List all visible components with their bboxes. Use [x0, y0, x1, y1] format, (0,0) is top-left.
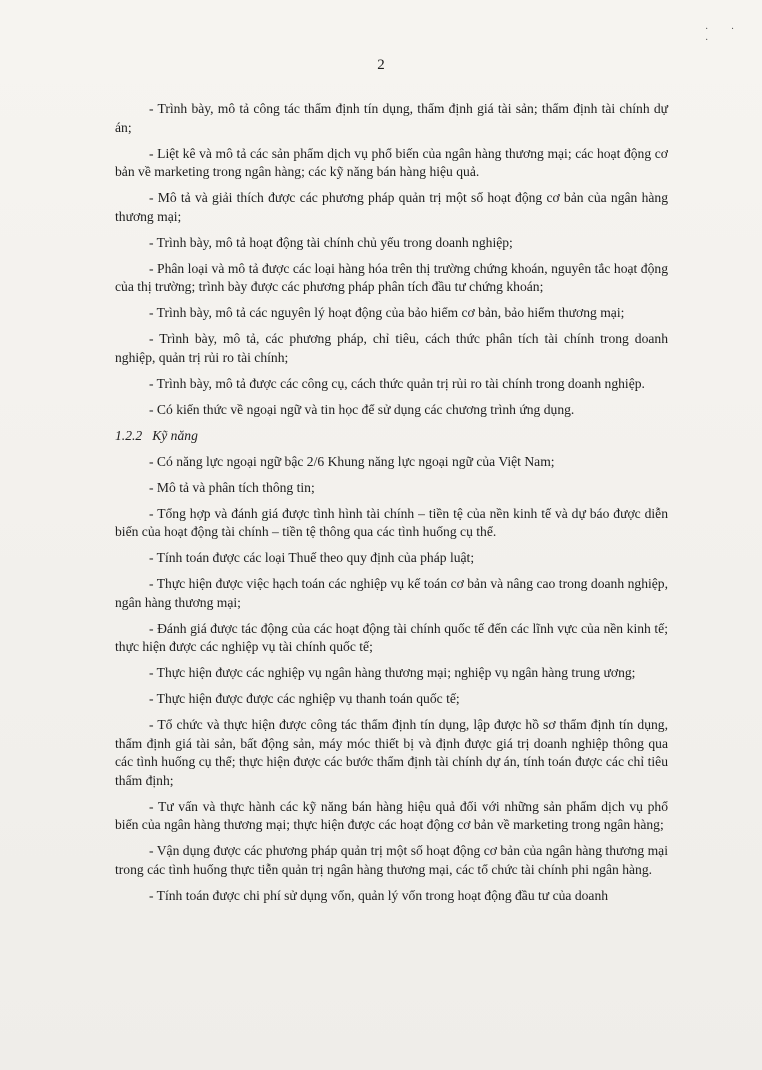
- paragraph: - Vận dụng được các phương pháp quản trị một số hoạt động cơ bản của ngân hàng thương mại trong các tình huống thực tiễn quản trị ngân hàng thương mại, các tổ chức tài chính phi ngân hàng.: [115, 843, 668, 877]
- paragraph: - Thực hiện được việc hạch toán các nghiệp vụ kế toán cơ bản và nâng cao trong doanh nghiệp, ngân hàng thương mại;: [115, 576, 668, 610]
- paragraph: - Trình bày, mô tả các nguyên lý hoạt động của bảo hiểm cơ bản, bảo hiểm thương mại;: [149, 305, 625, 320]
- paragraph: - Có năng lực ngoại ngữ bậc 2/6 Khung năng lực ngoại ngữ của Việt Nam;: [149, 453, 555, 469]
- paragraph: - Thực hiện được được các nghiệp vụ thanh toán quốc tế;: [149, 691, 460, 706]
- paragraph: - Tính toán được các loại Thuế theo quy định của pháp luật;: [149, 550, 475, 565]
- paragraph: - Liệt kê và mô tả các sản phẩm dịch vụ phổ biến của ngân hàng thương mại; các hoạt động cơ bản về marketing trong ngân hàng; các kỹ năng bán hàng hiệu quả.: [115, 145, 668, 179]
- paragraph: - Phân loại và mô tả được các loại hàng hóa trên thị trường chứng khoán, nguyên tắc hoạt động của thị trường; trình bày được các phương pháp phân tích đầu tư chứng khoán;: [115, 260, 668, 294]
- paragraph: - Tổ chức và thực hiện được công tác thẩm định tín dụng, lập được hồ sơ thẩm định tín dụng, thẩm định giá tài sản, bất động sản, máy móc thiết bị và định được giá trị doanh nghiệp thông qua các tình huống cụ thể; thực hiện được các bước thẩm định tài chính dự án, tính toán được các chỉ tiêu thẩm định;: [115, 717, 668, 788]
- page-content: [115, 100, 668, 913]
- paragraph: - Tính toán được chi phí sử dụng vốn, quản lý vốn trong hoạt động đầu tư của doanh: [149, 887, 609, 903]
- section-number: 1.2.2: [115, 427, 143, 443]
- section-heading: [115, 427, 668, 446]
- scan-specks: · · ·: [705, 24, 745, 46]
- paragraph: - Mô tả và giải thích được các phương pháp quản trị một số hoạt động cơ bản của ngân hàng thương mại;: [115, 190, 668, 224]
- paragraph: - Tư vấn và thực hành các kỹ năng bán hàng hiệu quả đối với những sản phẩm dịch vụ phổ biến của ngân hàng thương mại; thực hiện được các hoạt động cơ bản về marketing trong ngân hàng;: [115, 798, 668, 832]
- paragraph: - Trình bày, mô tả hoạt động tài chính chủ yếu trong doanh nghiệp;: [149, 234, 513, 250]
- paragraph: - Có kiến thức về ngoại ngữ và tin học để sử dụng các chương trình ứng dụng.: [149, 401, 575, 417]
- section-title: Kỹ năng: [152, 427, 198, 443]
- paragraph: - Mô tả và phân tích thông tin;: [149, 479, 315, 495]
- paragraph: - Trình bày, mô tả, các phương pháp, chỉ tiêu, cách thức phân tích tài chính trong doanh nghiệp, quản trị rủi ro tài chính;: [115, 331, 668, 365]
- paragraph: - Tổng hợp và đánh giá được tình hình tài chính – tiền tệ của nền kinh tế và dự báo được diễn biến của hoạt động tài chính – tiền tệ thông qua các tình huống cụ thể.: [115, 505, 668, 539]
- paragraph: - Trình bày, mô tả công tác thẩm định tín dụng, thẩm định giá tài sản; thẩm định tài chính dự án;: [115, 101, 668, 135]
- paragraph: - Thực hiện được các nghiệp vụ ngân hàng thương mại; nghiệp vụ ngân hàng trung ương;: [149, 665, 636, 680]
- page-number: 2: [377, 57, 385, 73]
- paragraph: - Đánh giá được tác động của các hoạt động tài chính quốc tế đến các lĩnh vực của nền kinh tế; thực hiện được các nghiệp vụ tài chính quốc tế;: [115, 620, 668, 654]
- paragraph: - Trình bày, mô tả được các công cụ, cách thức quản trị rủi ro tài chính trong doanh nghiệp.: [149, 375, 645, 391]
